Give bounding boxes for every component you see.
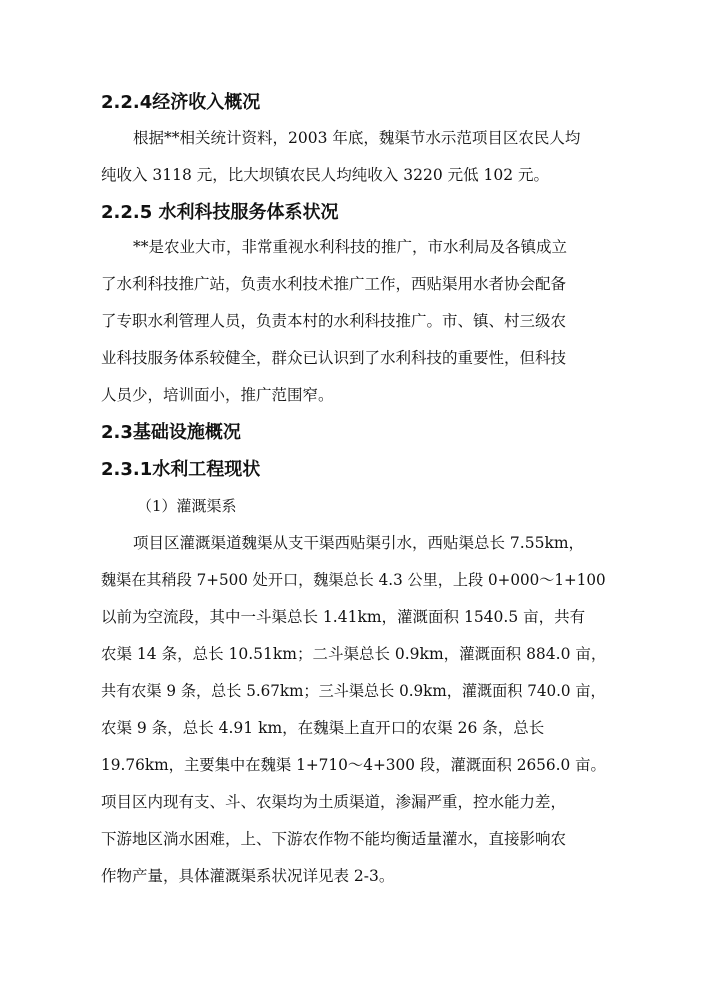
paragraph-line: 业科技服务体系较健全，群众已认识到了水利科技的重要性，但科技 — [101, 349, 567, 367]
paragraph-line: 下游地区淌水困难，上、下游农作物不能均衡适量灌水，直接影响农 — [101, 830, 567, 848]
paragraph-line: 了专职水利管理人员，负责本村的水利科技推广。市、镇、村三级农 — [101, 312, 567, 330]
paragraph-line: 根据**相关统计资料，2003 年底，魏渠节水示范项目区农民人均 — [133, 129, 581, 147]
paragraph-line: 了水利科技推广站，负责水利技术推广工作，西贴渠用水者协会配备 — [101, 275, 567, 293]
paragraph-line: 作物产量，具体灌溉渠系状况详见表 2-3。 — [101, 867, 395, 885]
heading-2-2-4: 2.2.4经济收入概况 — [101, 92, 261, 113]
paragraph-line: 纯收入 3118 元，比大坝镇农民人均纯收入 3220 元低 102 元。 — [101, 166, 550, 184]
heading-2-3-1: 2.3.1水利工程现状 — [101, 459, 261, 480]
paragraph-line: 19.76km，主要集中在魏渠 1+710～4+300 段，灌溉面积 2656.0 亩。 — [101, 756, 606, 774]
paragraph-line: 人员少，培训面小，推广范围窄。 — [101, 386, 334, 404]
subheading-irrigation-canals: （1）灌溉渠系 — [137, 497, 237, 515]
paragraph-line: 农渠 14 条，总长 10.51km；二斗渠总长 0.9km，灌溉面积 884.0 亩， — [101, 645, 607, 663]
paragraph-line: 以前为空流段，其中一斗渠总长 1.41km，灌溉面积 1540.5 亩，共有 — [101, 608, 586, 626]
heading-2-2-5: 2.2.5 水利科技服务体系状况 — [101, 202, 339, 223]
paragraph-line: 项目区灌溉渠道魏渠从支干渠西贴渠引水，西贴渠总长 7.55km， — [133, 534, 585, 552]
paragraph-line: 农渠 9 条，总长 4.91 km，在魏渠上直开口的农渠 26 条，总长 — [101, 719, 545, 737]
paragraph-line: **是农业大市，非常重视水利科技的推广，市水利局及各镇成立 — [133, 238, 568, 256]
heading-2-3: 2.3基础设施概况 — [101, 422, 241, 443]
paragraph-line: 项目区内现有支、斗、农渠均为土质渠道，渗漏严重，控水能力差， — [101, 793, 567, 811]
paragraph-line: 魏渠在其稍段 7+500 处开口，魏渠总长 4.3 公里，上段 0+000～1+100 — [101, 571, 606, 589]
paragraph-line: 共有农渠 9 条，总长 5.67km；三斗渠总长 0.9km，灌溉面积 740.0 亩， — [101, 682, 606, 700]
